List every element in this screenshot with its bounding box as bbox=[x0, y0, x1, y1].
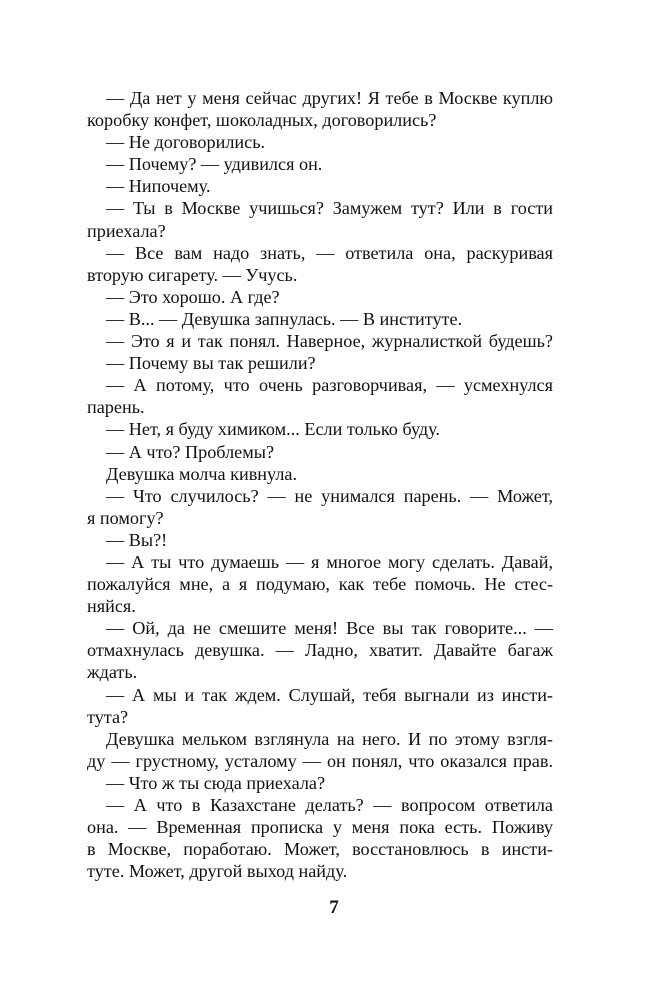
page-body bbox=[87, 87, 553, 882]
text-line: коробку конфет, шоколадных, договорились? bbox=[87, 110, 437, 131]
text-line: пожалуйся мне, а я подумаю, как тебе помочь. Не стес- bbox=[87, 574, 553, 595]
page-number: 7 bbox=[329, 897, 339, 918]
text-line: она. — Временная прописка у меня пока есть. Поживу bbox=[87, 817, 553, 838]
text-line: я помогу? bbox=[87, 507, 164, 528]
text-line: — Все вам надо знать, — ответила она, раскуривая bbox=[106, 242, 553, 263]
text-line: — Не договорились. bbox=[106, 132, 266, 153]
text-line: в Москве, поработаю. Может, восстановлюсь в инсти- bbox=[87, 839, 553, 860]
text-line: ду — грустному, усталому — он понял, что оказался прав. bbox=[87, 750, 553, 771]
text-line: — В... — Девушка запнулась. — В институте. bbox=[106, 308, 463, 329]
text-line: — Что случилось? — не унимался парень. — Может, bbox=[106, 485, 553, 506]
text-line: — Нипочему. bbox=[106, 176, 211, 197]
text-line: — Что ж ты сюда приехала? bbox=[106, 772, 326, 793]
text-line: туте. Может, другой выход найду. bbox=[87, 861, 348, 882]
text-line: — Ты в Москве учишься? Замужем тут? Или в гости bbox=[106, 198, 553, 219]
text-line: Девушка мельком взглянула на него. И по этому взгля- bbox=[106, 728, 553, 749]
text-line: отмахнулась девушка. — Ладно, хватит. Давайте багаж bbox=[87, 640, 553, 661]
text-line: — А потому, что очень разговорчивая, — усмехнулся bbox=[106, 375, 553, 396]
text-line: — Нет, я буду химиком... Если только буду. bbox=[106, 419, 440, 440]
text-line: Девушка молча кивнула. bbox=[106, 463, 298, 484]
text-line: тута? bbox=[87, 706, 129, 727]
text-line: — А мы и так ждем. Слушай, тебя выгнали из инсти- bbox=[106, 684, 553, 705]
text-line: — Это хорошо. А где? bbox=[106, 286, 280, 307]
text-line: — А что в Казахстане делать? — вопросом ответила bbox=[106, 795, 553, 815]
text-line: — Ой, да не смешите меня! Все вы так говорите... — bbox=[106, 618, 553, 639]
text-line: вторую сигарету. — Учусь. bbox=[87, 264, 298, 285]
text-line: — Вы?! bbox=[106, 529, 168, 550]
text-line: — А ты что думаешь — я многое могу сделать. Давай, bbox=[106, 551, 553, 572]
text-line: — А что? Проблемы? bbox=[106, 441, 275, 462]
text-line: парень. bbox=[87, 397, 145, 418]
text-line: — Это я и так понял. Наверное, журналисткой будешь? bbox=[106, 331, 553, 352]
text-line: ждать. bbox=[87, 662, 138, 683]
text-line: — Да нет у меня сейчас других! Я тебе в Москве куплю bbox=[106, 88, 553, 108]
text-line: — Почему? — удивился он. bbox=[106, 154, 323, 175]
text-line: — Почему вы так решили? bbox=[106, 353, 316, 374]
text-line: няйся. bbox=[87, 596, 136, 617]
text-line: приехала? bbox=[87, 220, 166, 241]
